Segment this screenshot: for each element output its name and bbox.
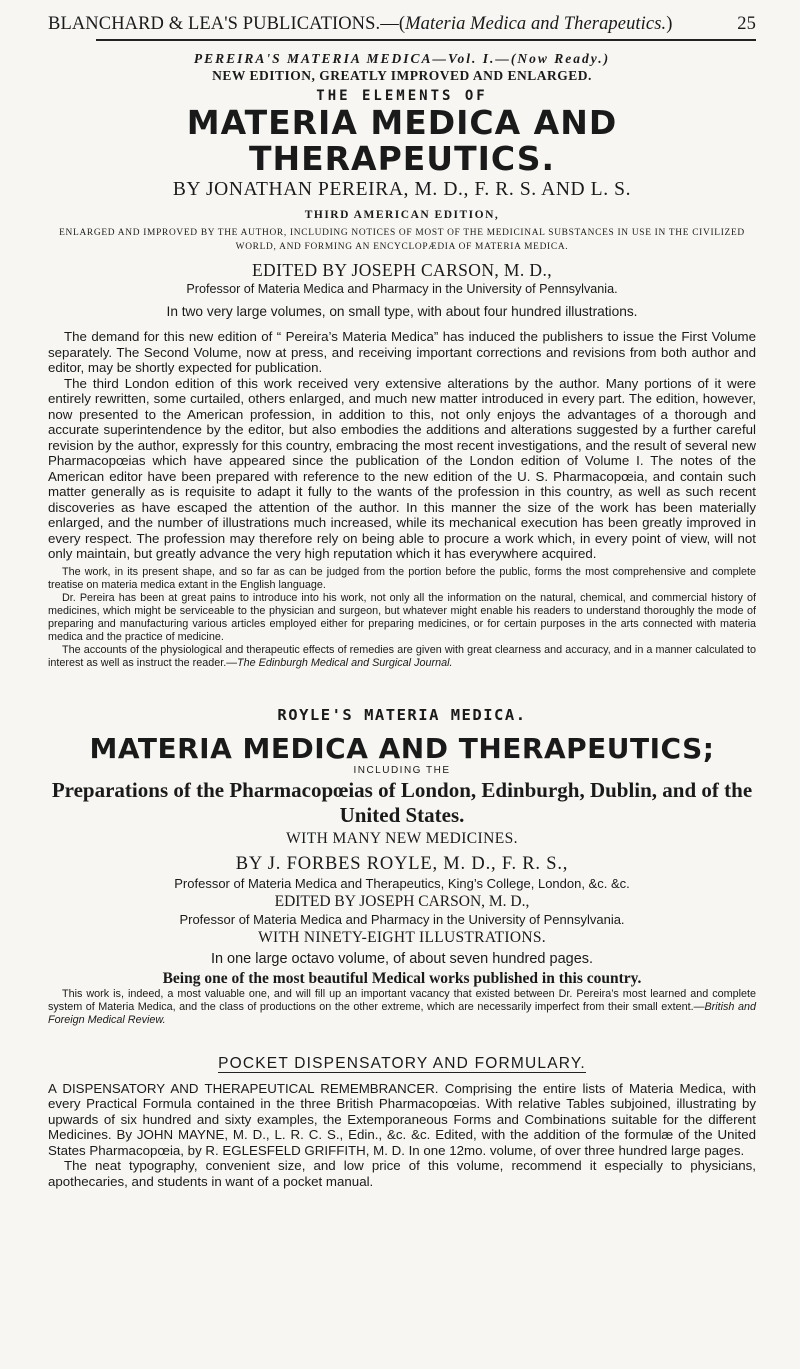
pereira-editor-title: Professor of Materia Medica and Pharmacy in the University of Pennsylvania. bbox=[186, 282, 618, 296]
royle-author: BY J. FORBES ROYLE, M. D., F. R. S., bbox=[235, 853, 569, 874]
header-rule bbox=[96, 39, 756, 41]
royle-including: INCLUDING THE bbox=[353, 764, 451, 776]
header-publisher: BLANCHARD & LEA'S PUBLICATIONS.—( bbox=[48, 14, 406, 34]
royle-new-medicines: WITH MANY NEW MEDICINES. bbox=[286, 829, 518, 847]
header-paren: ) bbox=[666, 14, 673, 34]
royle-heading: ROYLE'S MATERIA MEDICA. bbox=[277, 705, 527, 724]
royle-review-text: This work is, indeed, a most valuable one, and will fill up an important vacancy that existed between Dr. Pereira’s most learned and complete system of Materia Medica, and the class of productions on the other extreme, which are necessarily imperfect from their small extent.— bbox=[48, 987, 756, 1013]
pereira-volumes: In two very large volumes, on small type, with about four hundred illustrations. bbox=[166, 304, 638, 319]
royle-title: MATERIA MEDICA AND THERAPEUTICS; bbox=[89, 731, 715, 765]
header-section: Materia Medica and Therapeutics. bbox=[405, 14, 667, 34]
pereira-review-2: Dr. Pereira has been at great pains to introduce into his work, not only all the information on the natural, chemical, and commercial history of medicines, which might be serviceable to the physician and surgeon, but whatever might enable his readers to understand thoroughly the mode of preparing and manufacturing various articles employed either for preparing medicines, or for certain purposes in the arts connected with materia medica and the practice of medicine. bbox=[48, 591, 756, 643]
running-header bbox=[48, 0, 756, 35]
pereira-review-3-text: The accounts of the physiological and therapeutic effects of remedies are given with great clearness and accuracy, and in a manner calculated to interest as well as instruct the reader.— bbox=[48, 643, 756, 669]
royle-illustrations: WITH NINETY-EIGHT ILLUSTRATIONS. bbox=[258, 928, 546, 946]
pereira-new-edition: NEW EDITION, GREATLY IMPROVED AND ENLARGED. bbox=[212, 68, 592, 83]
pocket-paragraph: A DISPENSATORY AND THERAPEUTICAL REMEMBRANCER. Comprising the entire lists of Materia Medica, with every Practical Formula contained in the three British Pharmacopœias. With relative Tables subjoined, illustrating by upwards of six hundred and sixty examples, the Extemporaneous Forms and Combinations suitable for the different Medicines. By JOHN MAYNE, M. D., L. R. C. S., Edin., &c. &c. Edited, with the addition of the formulæ of the United States Pharmacopœia, by R. EGLESFELD GRIFFITH, M. D. In one 12mo. volume, of over three hundred large pages. bbox=[48, 1080, 756, 1158]
pocket-heading-text: POCKET DISPENSATORY AND FORMULARY. bbox=[218, 1054, 586, 1072]
page-number: 25 bbox=[737, 14, 756, 34]
royle-review-source: British and Foreign Medical Review. bbox=[48, 1000, 756, 1026]
pereira-title: MATERIA MEDICA AND THERAPEUTICS. bbox=[186, 103, 618, 178]
header-title bbox=[48, 14, 673, 35]
pereira-editor: EDITED BY JOSEPH CARSON, M. D., bbox=[251, 260, 553, 280]
pocket-closing: The neat typography, convenient size, and low price of this volume, recommend it especially to physicians, apothecaries, and students in want of a pocket manual. bbox=[48, 1158, 756, 1189]
pereira-paragraph-1: The demand for this new edition of “ Pereira’s Materia Medica” has induced the publishers to issue the First Volume separately. The Second Volume, now at press, and receiving important corrections and revisions from both author and editor, may be shortly expected for publication. bbox=[48, 329, 756, 375]
pereira-review-1: The work, in its present shape, and so far as can be judged from the portion before the public, forms the most comprehensive and complete treatise on materia medica extant in the English language. bbox=[48, 565, 756, 591]
royle-being-one: Being one of the most beautiful Medical works published in this country. bbox=[162, 969, 642, 987]
pereira-subtitle: ENLARGED AND IMPROVED BY THE AUTHOR, INCLUDING NOTICES OF MOST OF THE MEDICINAL SUBSTANCES IN USE IN THE CIVILIZED WORLD, AND FORMING AN ENCYCLOPÆDIA OF MATERIA MEDICA. bbox=[59, 228, 745, 252]
pocket-heading bbox=[48, 1055, 756, 1073]
pereira-elements-of: THE ELEMENTS OF bbox=[316, 88, 488, 104]
pereira-announcement: PEREIRA'S MATERIA MEDICA—Vol. I.—(Now Ready.) bbox=[193, 51, 611, 66]
pereira-review-source: The Edinburgh Medical and Surgical Journal. bbox=[237, 656, 453, 669]
royle-author-title: Professor of Materia Medica and Therapeutics, King’s College, London, &c. &c. bbox=[174, 875, 630, 891]
pereira-author: BY JONATHAN PEREIRA, M. D., F. R. S. AND L. S. bbox=[172, 179, 632, 200]
royle-review bbox=[48, 988, 756, 1027]
pereira-paragraph-2: The third London edition of this work received very extensive alterations by the author. Many portions of it were entirely rewritten, some curtailed, others enlarged, and much new matter introduced in every part. The edition, however, now presented to the American profession, in addition to this, not only enjoys the advantages of a thorough and accurate superintendence by the editor, but also embodies the additions and alterations suggested by a further careful revision by the author, expressly for this country, embracing the most recent investigations, and the result of several new Pharmacopœias which have appeared since the publication of the London edition of Volume I. The notes of the American editor have been prepared with reference to the new edition of the U. S. Pharmacopœia, and contain such matter generally as is requisite to adapt it fully to the wants of the profession in this country, as well as such recent discoveries as have escaped the attention of the author. In this manner the size of the work has been materially enlarged, and the number of illustrations much increased, while its mechanical execution has been greatly improved in every respect. The profession may therefore rely on being able to procure a work which, in every point of view, will not only maintain, but greatly advance the very high reputation which it has everywhere acquired. bbox=[48, 375, 756, 561]
royle-editor-title: Professor of Materia Medica and Pharmacy in the University of Pennsylvania. bbox=[179, 911, 625, 927]
pereira-edition: THIRD AMERICAN EDITION, bbox=[304, 209, 500, 221]
pereira-review-3 bbox=[48, 644, 756, 670]
royle-volume: In one large octavo volume, of about seven hundred pages. bbox=[210, 950, 594, 967]
royle-preparations: Preparations of the Pharmacopœias of London, Edinburgh, Dublin, and of the United States. bbox=[51, 777, 753, 827]
royle-editor: EDITED BY JOSEPH CARSON, M. D., bbox=[274, 892, 530, 910]
